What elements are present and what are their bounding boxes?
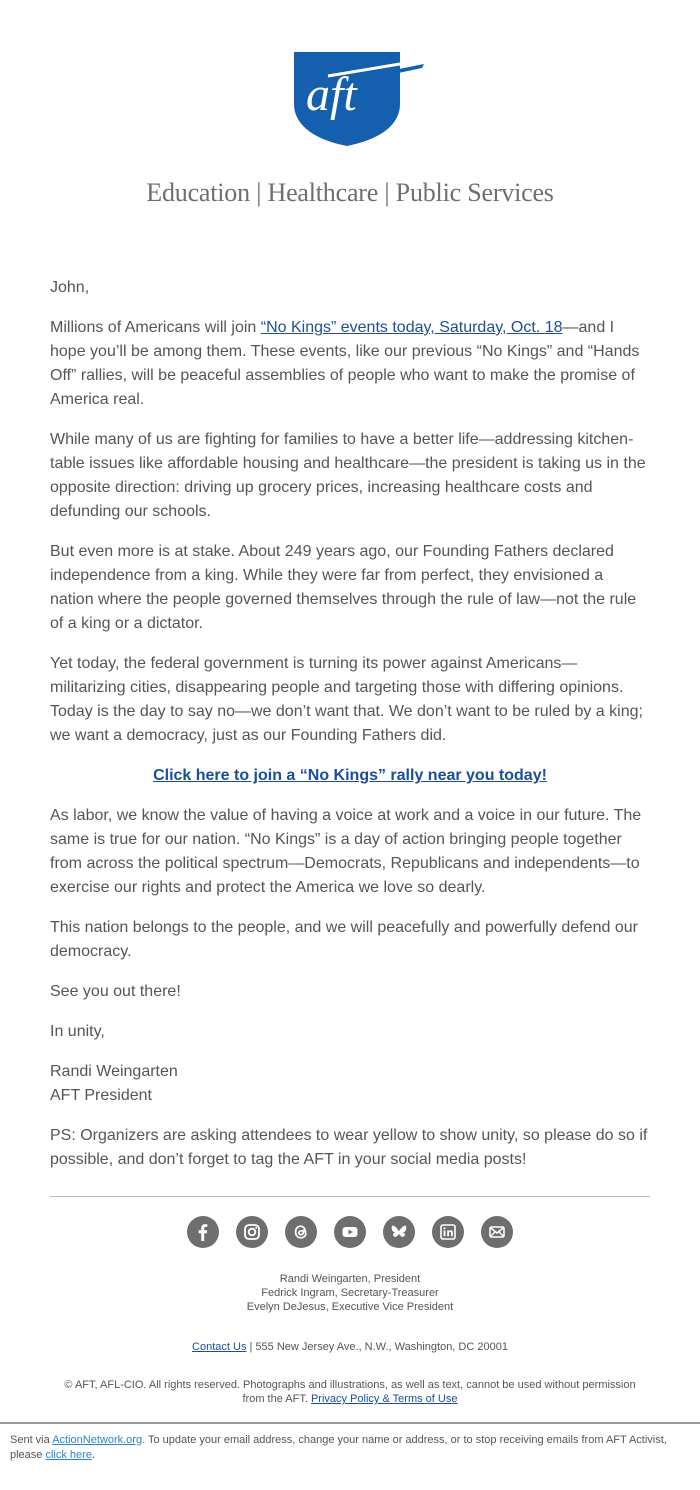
logo-text: aft [306,68,357,121]
no-kings-events-link[interactable]: “No Kings” events today, Saturday, Oct. 18 [260,319,563,336]
email-header [0,0,700,240]
cta-block [50,764,650,788]
social-links [0,1216,700,1248]
bottom-divider [0,1422,700,1424]
join-rally-link[interactable]: Click here to join a “No Kings” rally near you today! [153,767,547,784]
paragraph-3: But even more is at stake. About 249 years ago, our Founding Fathers declared independence from a king. While they were far from perfect, they envisioned a nation where the people governed themselves through the rule of law—not the rule of a king or a dictator. [50,543,637,632]
contact-line [0,1340,700,1354]
sent-via-prefix: Sent via [10,1434,53,1446]
paragraph-7: See you out there! [50,983,181,1000]
instagram-icon[interactable] [236,1216,268,1248]
actionnetwork-link[interactable]: ActionNetwork.org [52,1434,143,1446]
paragraph-1 [50,316,650,412]
sent-via-end: . [91,1449,96,1461]
paragraph-1-start: Millions of Americans will join [50,319,261,336]
tagline: Education | Healthcare | Public Services [146,178,554,207]
closing: In unity, [50,1023,105,1040]
signature-title: AFT President [50,1087,152,1104]
threads-icon[interactable] [285,1216,317,1248]
footer-divider [50,1196,650,1197]
officer-president: Randi Weingarten, President [279,1273,421,1285]
youtube-icon[interactable] [334,1216,366,1248]
sent-via-middle: . To update your email address, change your name or address, or to stop receiving emails from AFT Activist, please [10,1434,667,1461]
paragraph-6: This nation belongs to the people, and we will peacefully and powerfully defend our democracy. [50,919,638,960]
signature-name: Randi Weingarten [50,1063,178,1080]
paragraph-2: While many of us are fighting for families to have a better life—addressing kitchen-table issues like affordable housing and healthcare—the president is taking us in the opposite direction: driving up grocery prices, increasing healthcare costs and defunding our schools. [50,431,646,520]
contact-us-link[interactable]: Contact Us [192,1341,247,1353]
address: | 555 New Jersey Ave., N.W., Washington, DC 20001 [246,1341,508,1353]
paragraph-4: Yet today, the federal government is turning its power against Americans—militarizing cities, disappearing people and targeting those with differing opinions. Today is the day to say no—we don’t want that. We don’t want to be ruled by a king; we want a democracy, just as our Founding Fathers did. [50,655,643,744]
copyright-notice [60,1378,640,1406]
privacy-policy-link[interactable]: Privacy Policy & Terms of Use [310,1393,458,1405]
aft-logo [288,48,428,148]
facebook-icon[interactable] [187,1216,219,1248]
sent-via-notice [10,1433,690,1463]
email-body [50,276,650,1188]
officer-vp: Evelyn DeJesus, Executive Vice President [246,1301,454,1313]
email-icon[interactable] [481,1216,513,1248]
officer-secretary: Fedrick Ingram, Secretary-Treasurer [261,1287,439,1299]
signature [50,1060,650,1108]
officers-list [0,1272,700,1314]
linkedin-icon[interactable] [432,1216,464,1248]
copyright-text: © AFT, AFL-CIO. All rights reserved. Photographs and illustrations, as well as text, cannot be used without permission from the AFT. [64,1379,636,1405]
paragraph-1-end: —and I hope you’ll be among them. These events, like our previous “No Kings” and “Hands Off” rallies, will be peaceful assemblies of people who want to make the promise of America real. [50,319,640,408]
click-here-link[interactable]: click here [45,1449,92,1461]
paragraph-5: As labor, we know the value of having a voice at work and a voice in our future. The same is true for our nation. “No Kings” is a day of action bringing people together from across the political spectrum—Democrats, Republicans and independents—to exercise our rights and protect the America we love so dearly. [50,807,642,896]
postscript: PS: Organizers are asking attendees to wear yellow to show unity, so please do so if possible, and don’t forget to tag the AFT in your social media posts! [50,1127,648,1168]
bluesky-icon[interactable] [383,1216,415,1248]
greeting: John, [50,279,90,296]
